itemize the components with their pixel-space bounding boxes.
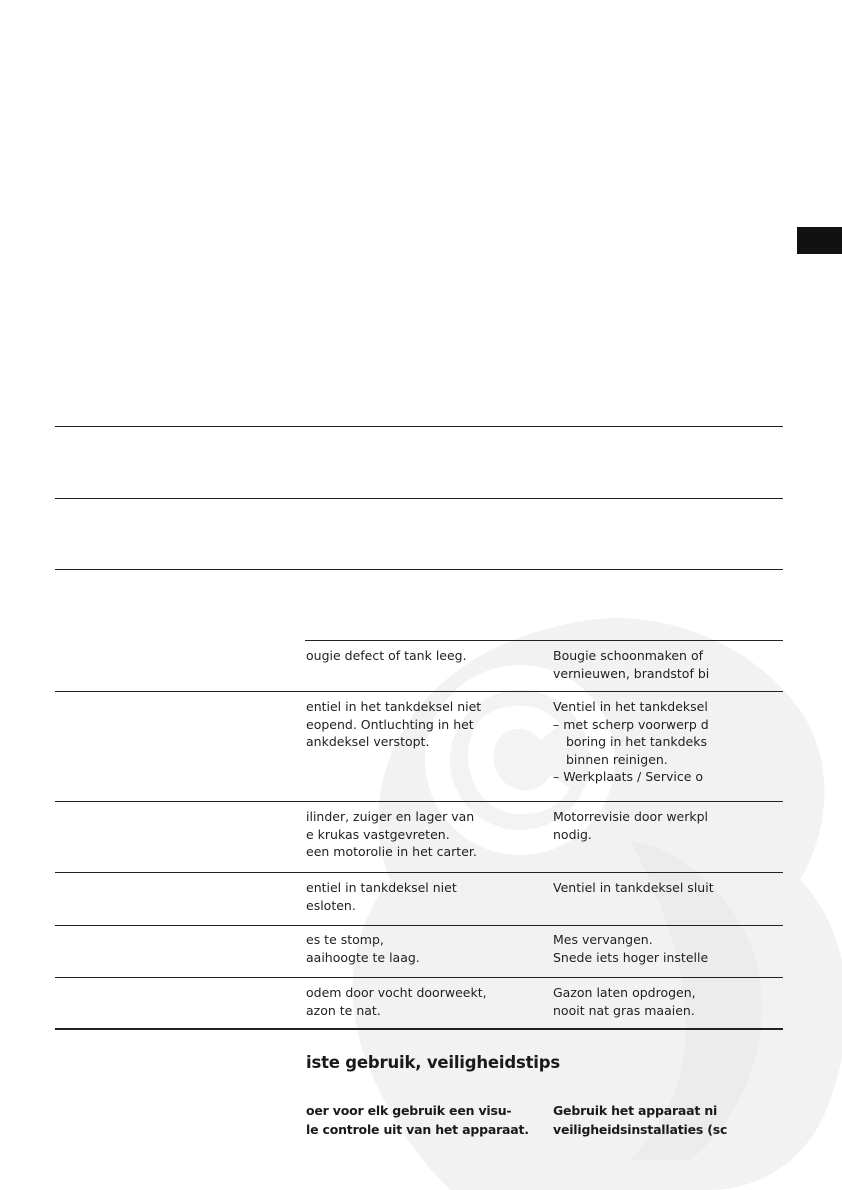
safety-paragraph-left: oer voor elk gebruik een visu- le controle uit van het apparaat.	[306, 1103, 529, 1137]
table-row-cause: entiel in tankdeksel niet esloten.	[306, 880, 457, 913]
table-row-remedy: Ventiel in tankdeksel sluit	[553, 880, 714, 895]
table-row-cause: entiel in het tankdeksel niet eopend. Ontluchting in het ankdeksel verstopt.	[306, 699, 482, 749]
table-rule	[55, 801, 783, 802]
table-row-remedy: Mes vervangen. Snede iets hoger instelle	[553, 932, 709, 965]
safety-paragraph-right: Gebruik het apparaat ni veiligheidsinstallaties (sc	[553, 1103, 728, 1137]
table-rule	[55, 426, 783, 427]
table-header-rule	[305, 640, 783, 641]
language-tab-marker	[797, 227, 842, 254]
table-row-cause: ougie defect of tank leeg.	[306, 648, 467, 663]
table-rule	[55, 925, 783, 926]
table-row-remedy: Ventiel in het tankdeksel – met scherp voorwerp d boring in het tankdeks binnen reinigen. – Werkplaats / Service o	[553, 699, 709, 784]
table-rule	[55, 872, 783, 873]
section-heading: iste gebruik, veiligheidstips	[306, 1053, 560, 1072]
table-row-cause: es te stomp, aaihoogte te laag.	[306, 932, 420, 965]
table-row-cause: ilinder, zuiger en lager van e krukas vastgevreten. een motorolie in het carter.	[306, 809, 477, 859]
table-rule	[55, 977, 783, 978]
table-row-cause: odem door vocht doorweekt, azon te nat.	[306, 985, 487, 1018]
table-row-remedy: Motorrevisie door werkpl nodig.	[553, 809, 709, 842]
table-bottom-rule	[55, 1028, 783, 1030]
table-rule	[55, 498, 783, 499]
table-row-remedy: Bougie schoonmaken of vernieuwen, brandstof bi	[553, 648, 710, 681]
table-row-remedy: Gazon laten opdrogen, nooit nat gras maaien.	[553, 985, 696, 1018]
table-rule	[55, 569, 783, 570]
table-rule	[55, 691, 783, 692]
